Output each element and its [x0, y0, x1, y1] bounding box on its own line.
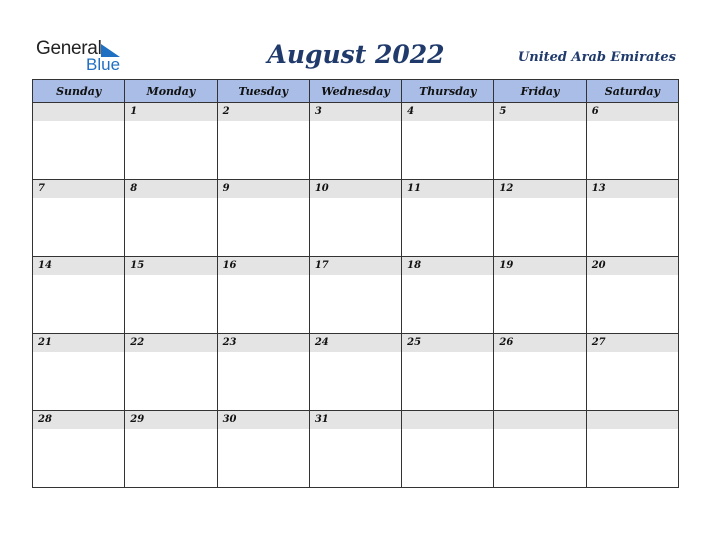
day-cell: [586, 334, 678, 411]
day-cell: [402, 411, 494, 488]
day-cell: [494, 411, 586, 488]
day-cell: [309, 103, 401, 180]
logo-text-general: General: [36, 38, 102, 59]
day-number: 24: [310, 334, 401, 352]
day-number: 11: [402, 180, 493, 198]
day-cell: [586, 103, 678, 180]
weekday-header: Sunday: [33, 80, 125, 103]
weekday-header: Wednesday: [309, 80, 401, 103]
day-number: 30: [218, 411, 309, 429]
day-number: 27: [587, 334, 678, 352]
day-number: 31: [310, 411, 401, 429]
day-cell: [586, 257, 678, 334]
day-cell: [33, 103, 125, 180]
day-number: 9: [218, 180, 309, 198]
day-cell: [217, 180, 309, 257]
day-cell: [402, 180, 494, 257]
day-number: 4: [402, 103, 493, 121]
day-cell: [33, 411, 125, 488]
weekday-header: Saturday: [586, 80, 678, 103]
day-cell: [33, 257, 125, 334]
day-cell: [494, 257, 586, 334]
day-number: 22: [125, 334, 216, 352]
day-number: 15: [125, 257, 216, 275]
day-number: [587, 411, 678, 429]
day-cell: [309, 334, 401, 411]
day-cell: [125, 411, 217, 488]
day-number: 3: [310, 103, 401, 121]
day-cell: [217, 334, 309, 411]
day-number: 10: [310, 180, 401, 198]
day-cell: [33, 180, 125, 257]
week-row: [33, 257, 679, 334]
day-number: 21: [33, 334, 124, 352]
day-cell: [125, 257, 217, 334]
day-number: 13: [587, 180, 678, 198]
day-number: 23: [218, 334, 309, 352]
day-cell: [217, 257, 309, 334]
day-number: 17: [310, 257, 401, 275]
day-cell: [586, 411, 678, 488]
day-cell: [402, 334, 494, 411]
day-number: [33, 103, 124, 121]
week-row: [33, 411, 679, 488]
calendar-grid: [32, 79, 679, 488]
day-cell: [217, 411, 309, 488]
day-number: 28: [33, 411, 124, 429]
day-cell: [309, 411, 401, 488]
week-row: [33, 103, 679, 180]
day-cell: [125, 103, 217, 180]
day-number: 12: [494, 180, 585, 198]
day-number: 2: [218, 103, 309, 121]
day-number: 19: [494, 257, 585, 275]
country-label: United Arab Emirates: [517, 50, 676, 65]
day-number: 7: [33, 180, 124, 198]
day-cell: [309, 257, 401, 334]
day-number: 18: [402, 257, 493, 275]
day-cell: [309, 180, 401, 257]
weekday-header: Monday: [125, 80, 217, 103]
day-number: 29: [125, 411, 216, 429]
day-cell: [494, 103, 586, 180]
day-cell: [125, 334, 217, 411]
day-number: 5: [494, 103, 585, 121]
day-cell: [494, 180, 586, 257]
weekday-header-row: [33, 80, 679, 103]
day-cell: [33, 334, 125, 411]
day-number: 6: [587, 103, 678, 121]
day-number: 26: [494, 334, 585, 352]
day-number: 25: [402, 334, 493, 352]
day-number: [402, 411, 493, 429]
day-cell: [494, 334, 586, 411]
day-cell: [402, 257, 494, 334]
day-number: 1: [125, 103, 216, 121]
weekday-header: Tuesday: [217, 80, 309, 103]
week-row: [33, 334, 679, 411]
day-number: 14: [33, 257, 124, 275]
logo-text-blue: Blue: [86, 55, 121, 74]
weekday-header: Thursday: [402, 80, 494, 103]
day-number: 20: [587, 257, 678, 275]
day-number: [494, 411, 585, 429]
logo: [36, 38, 136, 74]
weekday-header: Friday: [494, 80, 586, 103]
day-cell: [125, 180, 217, 257]
day-cell: [217, 103, 309, 180]
page-title: August 2022: [267, 40, 445, 69]
day-number: 8: [125, 180, 216, 198]
day-number: 16: [218, 257, 309, 275]
day-cell: [402, 103, 494, 180]
day-cell: [586, 180, 678, 257]
week-row: [33, 180, 679, 257]
